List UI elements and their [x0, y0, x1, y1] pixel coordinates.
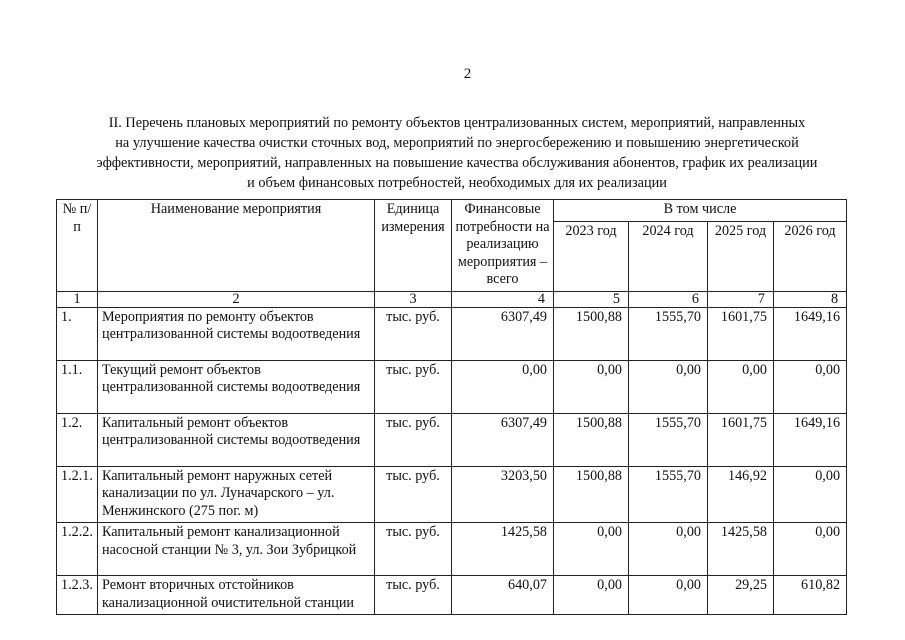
row-2023: 0,00 [554, 360, 629, 413]
row-2024: 1555,70 [629, 466, 708, 523]
row-num: 1.2.1. [57, 466, 98, 523]
column-number: 3 [375, 291, 452, 307]
row-unit: тыс. руб. [375, 466, 452, 523]
header-year: 2024 год [629, 222, 708, 291]
row-name: Капитальный ремонт канализационной насосной станции № 3, ул. Зои Зубрицкой [98, 523, 375, 576]
header-num: № п/п [57, 200, 98, 292]
heading-line: эффективности, мероприятий, направленных на повышение качества обслуживания абонентов, график их реализации [96, 155, 818, 171]
row-num: 1.2.2. [57, 523, 98, 576]
row-2026: 0,00 [774, 523, 847, 576]
row-name: Капитальный ремонт наружных сетей канализации по ул. Луначарского – ул. Менжинского (275 пог. м) [98, 466, 375, 523]
row-unit: тыс. руб. [375, 413, 452, 466]
column-number: 5 [554, 291, 629, 307]
row-2023: 1500,88 [554, 413, 629, 466]
column-number: 7 [708, 291, 774, 307]
row-name: Ремонт вторичных отстойников канализационной очистительной станции [98, 576, 375, 615]
row-2025: 1601,75 [708, 413, 774, 466]
row-num: 1.1. [57, 360, 98, 413]
row-2026: 0,00 [774, 466, 847, 523]
column-number-row [57, 291, 847, 307]
page-number: 2 [463, 66, 472, 82]
column-number: 1 [57, 291, 98, 307]
row-unit: тыс. руб. [375, 360, 452, 413]
row-num: 1. [57, 307, 98, 360]
row-unit: тыс. руб. [375, 523, 452, 576]
row-unit: тыс. руб. [375, 307, 452, 360]
row-2024: 0,00 [629, 360, 708, 413]
row-total: 640,07 [452, 576, 554, 615]
row-2024: 1555,70 [629, 413, 708, 466]
row-unit: тыс. руб. [375, 576, 452, 615]
column-number: 2 [98, 291, 375, 307]
row-2023: 1500,88 [554, 307, 629, 360]
row-total: 6307,49 [452, 307, 554, 360]
row-2023: 0,00 [554, 576, 629, 615]
row-2025: 0,00 [708, 360, 774, 413]
row-2024: 1555,70 [629, 307, 708, 360]
row-total: 3203,50 [452, 466, 554, 523]
row-2025: 146,92 [708, 466, 774, 523]
row-2023: 1500,88 [554, 466, 629, 523]
row-2026: 1649,16 [774, 413, 847, 466]
header-year: 2026 год [774, 222, 847, 291]
row-2026: 610,82 [774, 576, 847, 615]
heading-line: II. Перечень плановых мероприятий по ремонту объектов централизованных систем, мероприятий, направленных [108, 115, 806, 131]
header-year: 2023 год [554, 222, 629, 291]
row-total: 0,00 [452, 360, 554, 413]
heading-line: на улучшение качества очистки сточных вод, мероприятий по энергосбережению и повышению энергетической [115, 135, 799, 151]
row-2025: 1425,58 [708, 523, 774, 576]
header-year: 2025 год [708, 222, 774, 291]
table-row [57, 523, 847, 576]
row-2024: 0,00 [629, 523, 708, 576]
row-2024: 0,00 [629, 576, 708, 615]
header-unit: Единица измерения [375, 200, 452, 292]
header-name: Наименование мероприятия [98, 200, 375, 292]
table-row [57, 360, 847, 413]
column-number: 4 [452, 291, 554, 307]
table-row [57, 307, 847, 360]
column-number: 6 [629, 291, 708, 307]
row-2026: 0,00 [774, 360, 847, 413]
header-group: В том числе [554, 200, 847, 222]
row-num: 1.2.3. [57, 576, 98, 615]
column-number: 8 [774, 291, 847, 307]
row-total: 6307,49 [452, 413, 554, 466]
heading-line: и объем финансовых потребностей, необходимых для их реализации [247, 175, 667, 191]
table-row [57, 413, 847, 466]
row-name: Капитальный ремонт объектов централизованной системы водоотведения [98, 413, 375, 466]
row-total: 1425,58 [452, 523, 554, 576]
row-name: Мероприятия по ремонту объектов централизованной системы водоотведения [98, 307, 375, 360]
section-heading [52, 113, 862, 193]
row-2025: 1601,75 [708, 307, 774, 360]
table-row [57, 576, 847, 615]
row-2025: 29,25 [708, 576, 774, 615]
row-2023: 0,00 [554, 523, 629, 576]
row-num: 1.2. [57, 413, 98, 466]
row-name: Текущий ремонт объектов централизованной системы водоотведения [98, 360, 375, 413]
measures-table [56, 199, 847, 615]
table-row [57, 466, 847, 523]
header-finance: Финансовые потребности на реализацию мероприятия – всего [452, 200, 554, 292]
row-2026: 1649,16 [774, 307, 847, 360]
